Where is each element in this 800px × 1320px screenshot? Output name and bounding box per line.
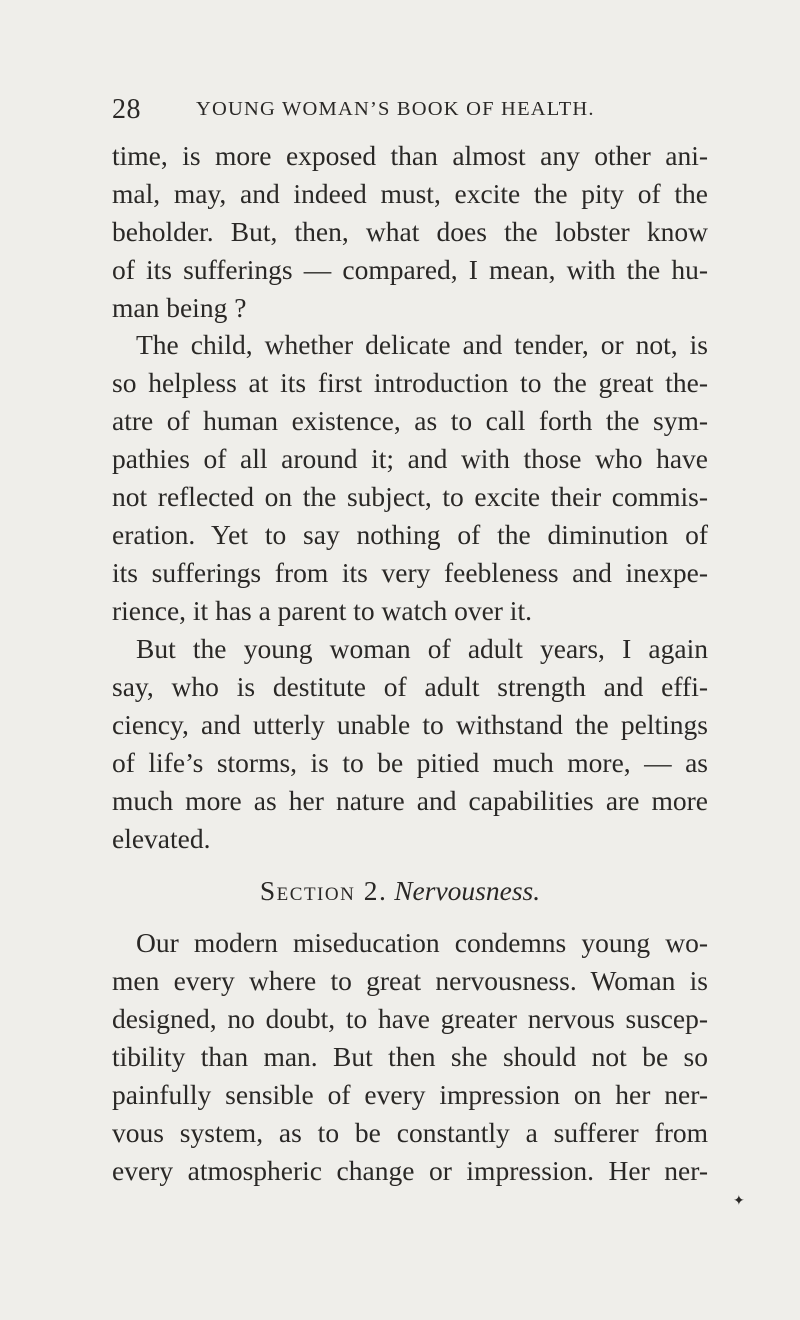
text-line: Our modern miseducation condemns young wo-	[136, 927, 708, 958]
text-line: But the young woman of adult years, I again	[136, 633, 708, 664]
text-line: tibility than man. But then she should not be so	[112, 1041, 708, 1072]
text-line: time, is more exposed than almost any other ani-	[112, 140, 708, 171]
text-line: The child, whether delicate and tender, or not, is	[136, 329, 708, 360]
text-line: atre of human existence, as to call forth the sym-	[112, 405, 708, 436]
text-line: say, who is destitute of adult strength and effi-	[112, 671, 708, 702]
text-line: designed, no doubt, to have greater nervous suscep-	[112, 1003, 708, 1034]
text-line: its sufferings from its very feebleness and inexpe-	[112, 557, 708, 588]
text-line: every atmospheric change or impression. Her ner-	[112, 1155, 708, 1186]
text-line: ciency, and utterly unable to withstand the peltings	[112, 709, 708, 740]
page-number: 28	[112, 94, 141, 125]
text-line: pathies of all around it; and with those who have	[112, 443, 708, 474]
text-line: mal, may, and indeed must, excite the pity of the	[112, 178, 708, 209]
text-line: eration. Yet to say nothing of the diminution of	[112, 519, 708, 550]
text-line: not reflected on the subject, to excite their commis-	[112, 481, 708, 512]
text-line: painfully sensible of every impression on her ner-	[112, 1079, 708, 1110]
text-line: vous system, as to be constantly a sufferer from	[112, 1117, 708, 1148]
running-head: YOUNG WOMAN’S BOOK OF HEALTH.	[196, 98, 595, 120]
text-line: rience, it has a parent to watch over it.	[112, 595, 532, 626]
text-line: of its sufferings — compared, I mean, with the hu-	[112, 254, 708, 285]
section-label: Section 2.	[259, 875, 388, 906]
section-title: Nervousness.	[394, 875, 541, 906]
text-line: men every where to great nervousness. Woman is	[112, 965, 708, 996]
text-line: much more as her nature and capabilities are more	[112, 785, 708, 816]
text-line: man being ?	[112, 292, 247, 323]
page-header	[112, 94, 722, 130]
text-line: so helpless at its first introduction to the great the-	[112, 367, 708, 398]
text-line: beholder. But, then, what does the lobster know	[112, 216, 708, 247]
text-line: of life’s storms, is to be pitied much more, — as	[112, 747, 708, 778]
section-heading	[0, 872, 800, 910]
text-line: elevated.	[112, 823, 211, 854]
ink-speck-icon: ✦	[733, 1194, 745, 1209]
